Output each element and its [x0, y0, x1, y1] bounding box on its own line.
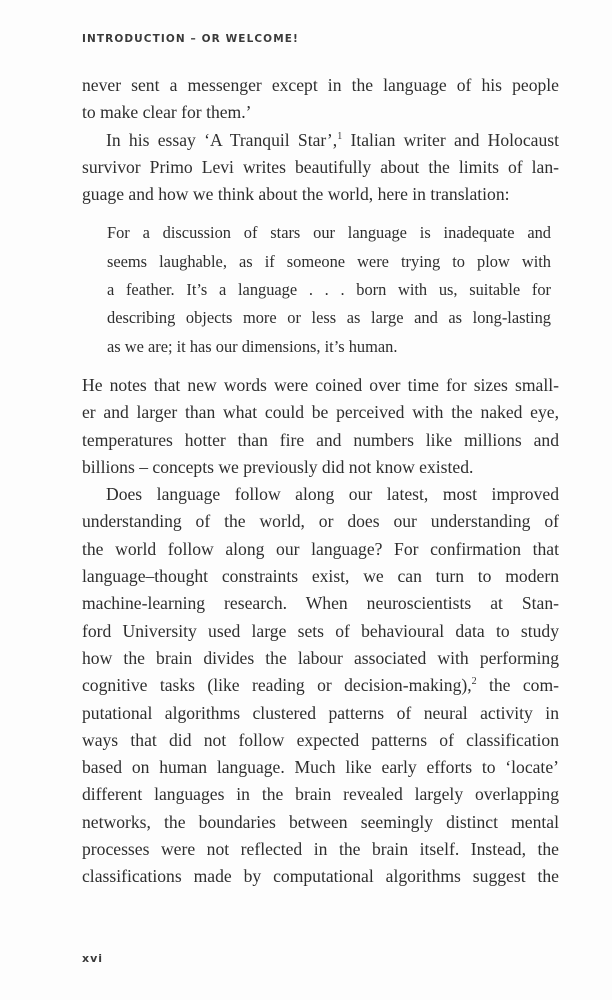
text-line: how the brain divides the labour associated with performing [82, 647, 559, 668]
text-line: er and larger than what could be perceived with the naked eye, [82, 402, 559, 423]
text-line: the world follow along our language? For confirmation that [82, 538, 559, 559]
quote-line: describing objects more or less as large and as long-lasting [107, 308, 551, 328]
text-line: networks, the boundaries between seemingly distinct mental [82, 811, 559, 832]
quote-line: For a discussion of stars our language is inadequate and [107, 223, 551, 243]
text-line: processes were not reflected in the brain itself. Instead, the [82, 839, 559, 860]
text-line: classifications made by computational algorithms suggest the [82, 866, 559, 887]
running-head: INTRODUCTION – OR WELCOME! [82, 33, 299, 45]
text-line: to make clear for them.’ [82, 102, 252, 123]
text-line: machine-learning research. When neuroscientists at Stan- [82, 593, 559, 614]
text-line: ford University used large sets of behavioural data to study [82, 620, 559, 641]
page-number: xvi [82, 952, 104, 965]
block-quote [82, 219, 551, 360]
text-line: He notes that new words were coined over time for sizes small- [82, 374, 559, 395]
text-line: In his essay ‘A Tranquil Star’,$^1$ Italian writer and Holocaust [106, 129, 559, 150]
text-line: different languages in the brain revealed largely overlapping [82, 784, 559, 805]
text-line: never sent a messenger except in the language of his people [82, 75, 559, 95]
footnote-ref-1[interactable]: 1 [337, 130, 343, 142]
quote-line: seems laughable, as if someone were trying to plow with [107, 251, 551, 271]
text-line: language–thought constraints exist, we can turn to modern [82, 566, 559, 587]
text-line: guage and how we think about the world, here in translation: [82, 184, 510, 205]
text-line: understanding of the world, or does our understanding of [82, 511, 559, 532]
paragraph-new-words [82, 372, 559, 481]
text-line: putational algorithms clustered patterns of neural activity in [82, 702, 559, 723]
text-line: temperatures hotter than fire and numbers like millions and [82, 429, 559, 450]
footnote-ref-2[interactable]: 2 [471, 676, 477, 688]
body-text [82, 72, 559, 891]
text-line: ways that did not follow expected patterns of classification [82, 729, 559, 750]
quote-line: a feather. It’s a language . . . born with us, suitable for [107, 280, 551, 300]
text-line: billions – concepts we previously did not know existed. [82, 456, 474, 477]
text-line: Does language follow along our latest, most improved [106, 484, 559, 505]
text-line: cognitive tasks (like reading or decision-making),$^2$ the com- [82, 675, 559, 696]
paragraph-language-thought [82, 481, 559, 890]
quote-line: as we are; it has our dimensions, it’s human. [107, 336, 398, 356]
paragraph-levi [82, 127, 559, 209]
text-line: survivor Primo Levi writes beautifully about the limits of lan- [82, 156, 559, 177]
text-line: based on human language. Much like early efforts to ‘locate’ [82, 757, 559, 778]
paragraph-continuation [82, 72, 559, 127]
